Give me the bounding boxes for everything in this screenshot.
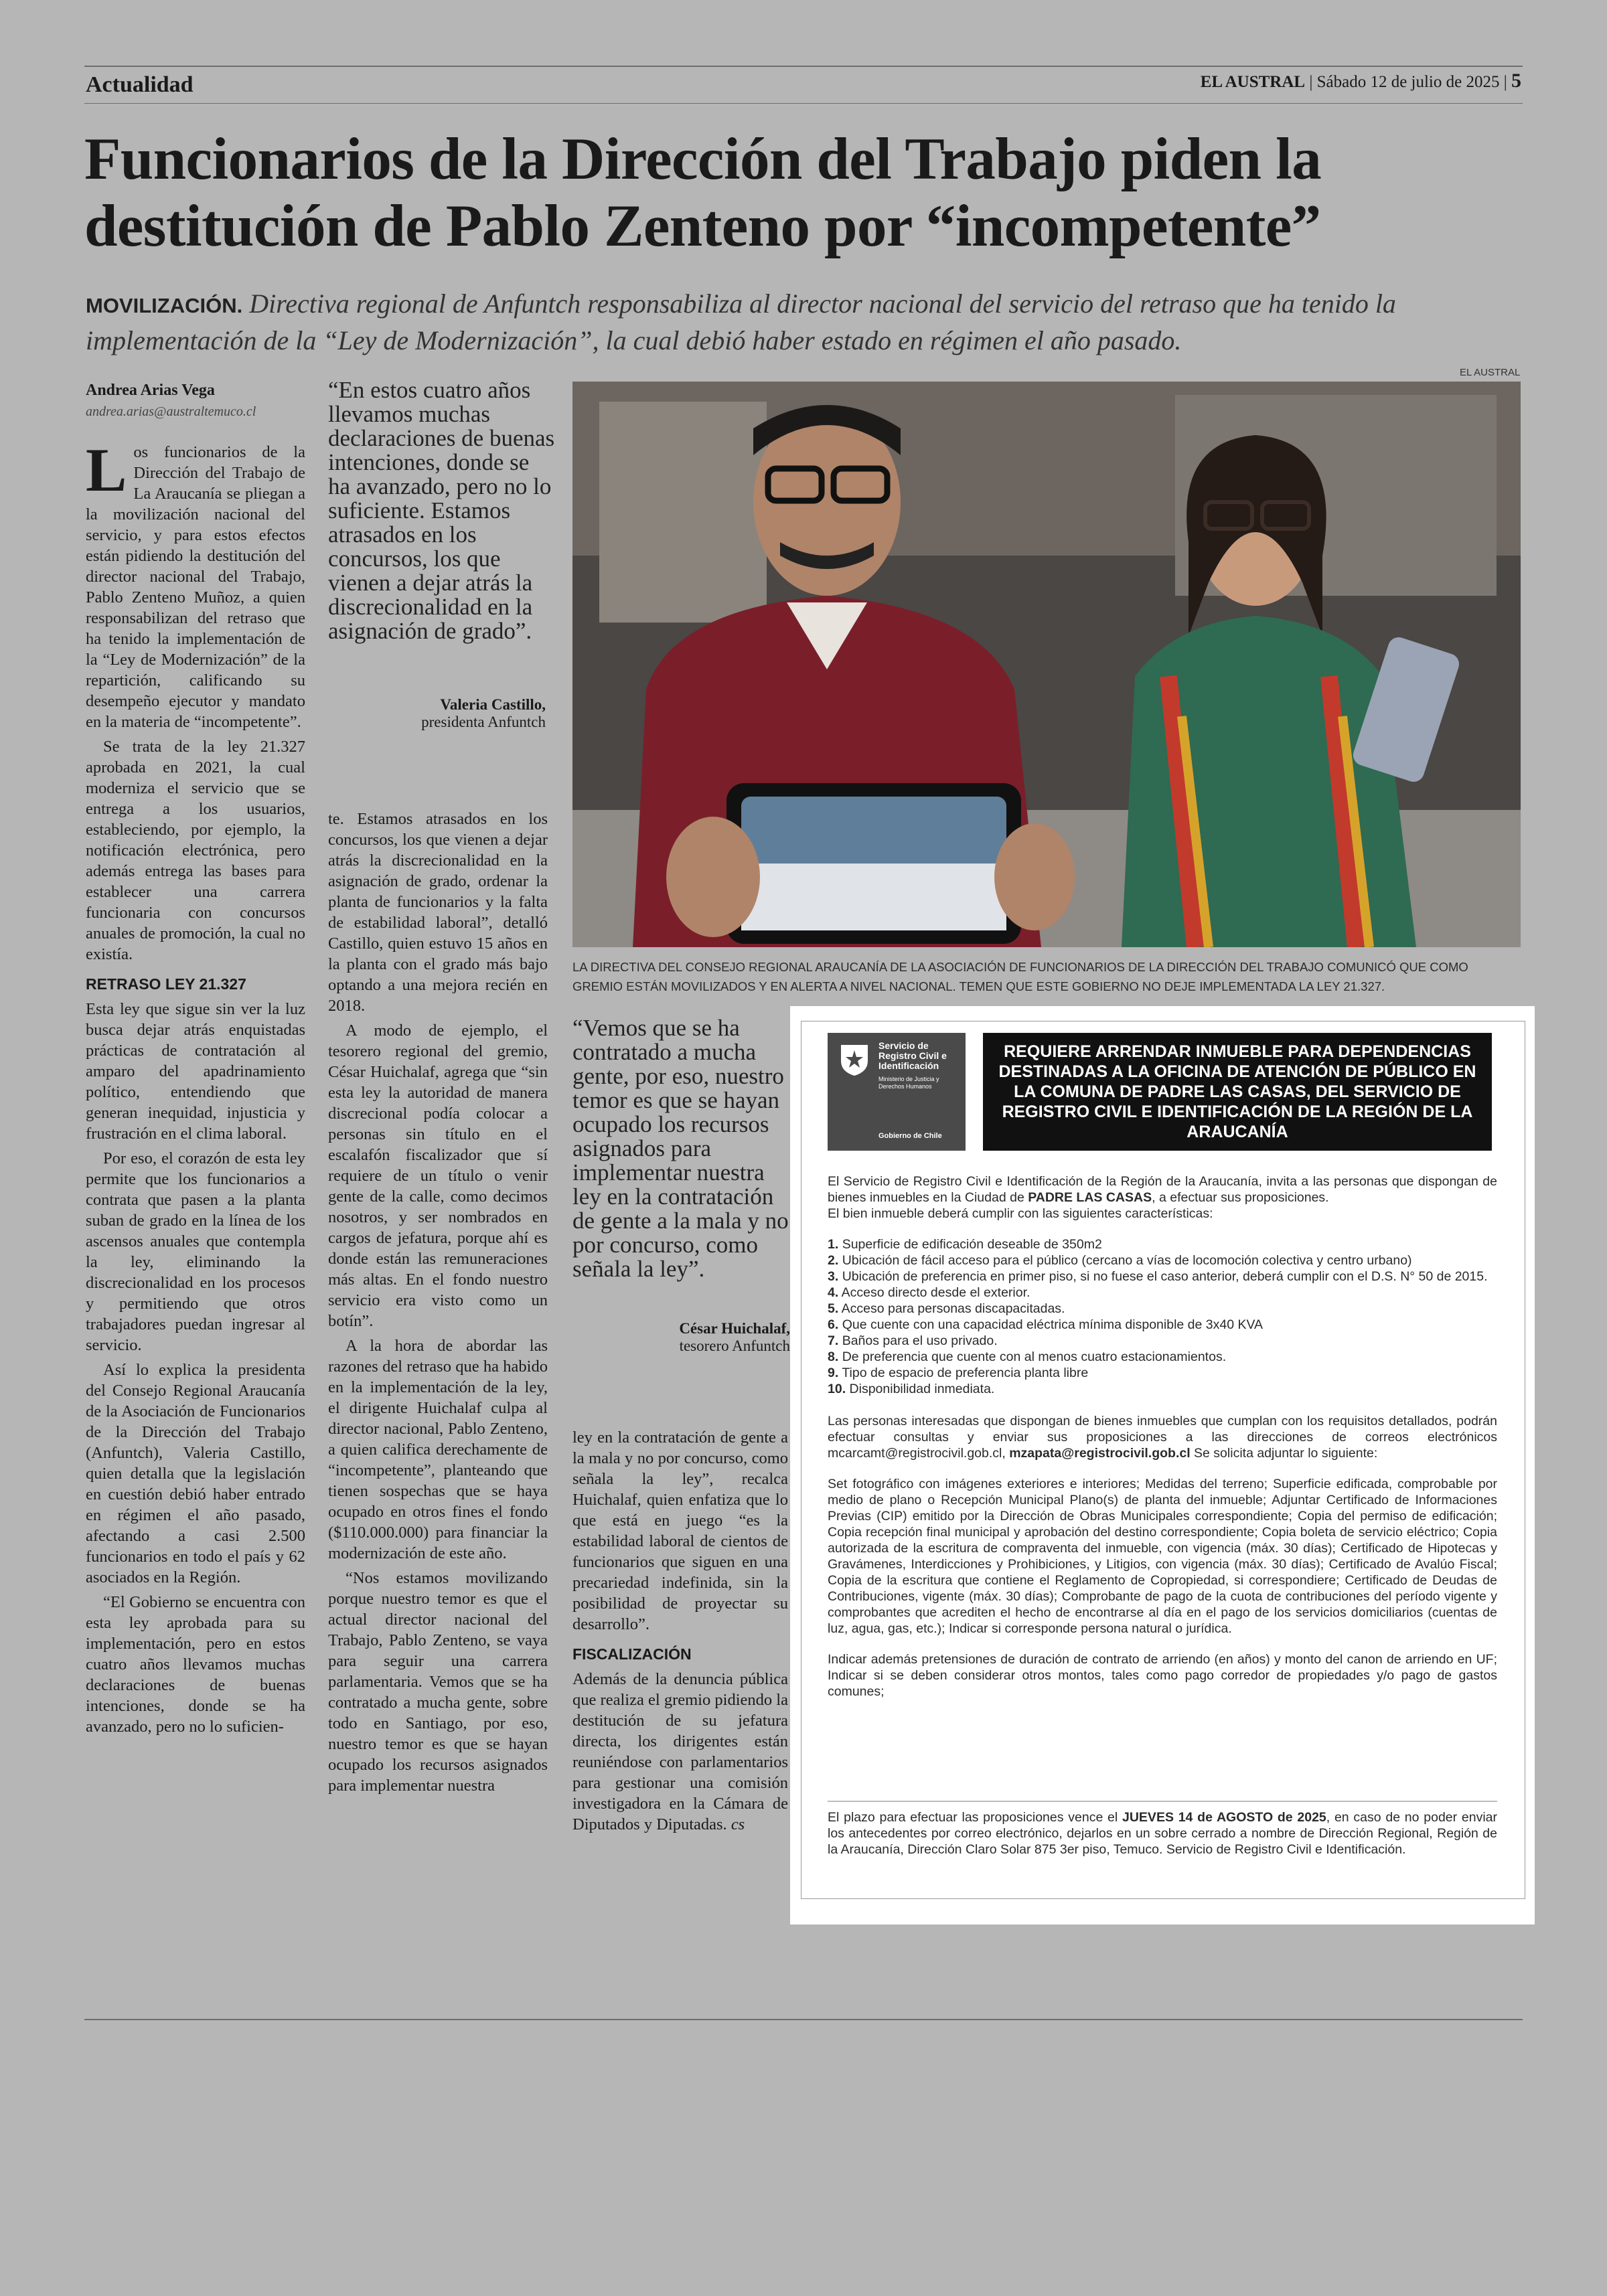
classified-ad xyxy=(790,1006,1535,1924)
bottom-rule xyxy=(84,2019,1523,2020)
requirement-item: 3. Ubicación de preferencia en primer piso, si no fuese el caso anterior, deberá cumplir con el D.S. N° 50 de 2015. xyxy=(828,1269,1488,1284)
top-rule xyxy=(84,66,1523,67)
body-paragraph: A la hora de abordar las razones del retraso que ha habido en la implementación de la ley, el dirigente Huichalaf culpa al director nacional, Pablo Zenteno, a quien califica derechamente de “incompetente”, planteando que tienen sospechas que se haya ocupado en otros fines el fondo ($110.000.000) para financiar la modernización de este año. xyxy=(328,1337,548,1562)
first-paragraph: Los funcionarios de la Dirección del Trabajo de La Araucanía se pliegan a la movilización nacional del servicio, y para estos efectos están pidiendo la destitución del director nacional del Trabajo, Pablo Zenteno Muñoz, a quien responsabilizan del retraso que ha tenido la implementación de la “Ley de Modernización” de la repartición, calificando su desempeño ejecutor y mandato en la materia de “incompetente”. xyxy=(86,436,305,731)
masthead: EL AUSTRAL | Sábado 12 de julio de 2025 | 5 xyxy=(1200,70,1521,92)
lead-keyword: MOVILIZACIÓN. xyxy=(86,294,243,317)
requirement-item: 7. Baños para el uso privado. xyxy=(828,1333,998,1348)
ad-body xyxy=(828,1173,1497,1714)
ministry-label: Ministerio de Justicia y Derechos Humanos xyxy=(878,1076,939,1090)
headline: Funcionarios de la Dirección del Trabajo piden la destitución de Pablo Zenteno por “incompetente” xyxy=(84,127,1322,259)
ad-divider xyxy=(828,1801,1497,1802)
ad-title: REQUIERE ARRENDAR INMUEBLE PARA DEPENDENCIAS DESTINADAS A LA OFICINA DE ATENCIÓN DE PÚBLICO EN LA COMUNA DE PADRE LAS CASAS, DEL SERVICIO DE REGISTRO CIVIL E IDENTIFICACIÓN DE LA REGIÓN DE LA ARAUCANÍA xyxy=(983,1033,1492,1151)
body-paragraph: “Nos estamos movilizando porque nuestro temor es que el actual director nacional del Trabajo, Pablo Zenteno, se vaya para seguir una carrera parlamentaria. Vemos que se ha contratado a mucha gente, sobre todo en Santiago, por eso, nuestro temor es que se hayan ocupado los recursos asignados para implementar nuestra xyxy=(328,1569,548,1795)
author-name: Andrea Arias Vega xyxy=(86,382,215,399)
registro-civil-logo: Servicio de Registro Civil e Identificación Ministerio de Justicia y Derechos Humanos Gobierno de Chile xyxy=(828,1033,966,1151)
body-paragraph: A modo de ejemplo, el tesorero regional del gremio, César Huichalaf, agrega que “sin esta ley la autoridad de manera discrecional podía colocar a personas sin título en el escalafón fiscalizador que sí requiere de un título o venir gente de la calle, como decimos nosotros, y ser nombrados en cargos de jefatura, porque ahí es donde están las remuneraciones más altas. En el fondo nuestro servicio era visto como un botín”. xyxy=(328,1021,548,1330)
section-label: Actualidad xyxy=(86,72,194,97)
end-mark: cs xyxy=(731,1815,745,1833)
gov-label: Gobierno de Chile xyxy=(878,1132,942,1140)
ad-deadline: El plazo para efectuar las proposiciones vence el JUEVES 14 de AGOSTO de 2025, en caso de no poder enviar los antecedentes por correo electrónico, dejarlos en un sobre cerrado a nombre de Dirección Regional, Región de la Araucanía, Dirección Claro Solar 875 3er piso, Temuco. Servicio de Registro Civil e Identificación. xyxy=(828,1810,1498,1857)
body-paragraph: ley en la contratación de gente a la mala y no por concurso, como señala la ley”, recalca Huichalaf, quien enfatiza que lo que está en juego “es la estabilidad laboral de cientos de funcionarios que siguen en una precariedad indefinida, sin la posibilidad de proyectar su desarrollo”. xyxy=(572,1428,788,1633)
quote-name: Valeria Castillo, xyxy=(440,696,546,713)
quote-role: tesorero Anfuntch xyxy=(679,1337,790,1354)
photo-caption: LA DIRECTIVA DEL CONSEJO REGIONAL ARAUCANÍA DE LA ASOCIACIÓN DE FUNCIONARIOS DE LA DIRECCIÓN DEL TRABAJO COMUNICÓ QUE COMO GREMIO ESTÁN MOVILIZADOS Y EN ALERTA A NIVEL NACIONAL. TEMEN QUE ESTE GOBIERNO NO DEJE IMPLEMENTADA LA LEY 21.327. xyxy=(572,960,1468,993)
drop-cap: L xyxy=(86,436,127,504)
paper-name: EL AUSTRAL xyxy=(1200,73,1306,91)
pull-quote: “Vemos que se ha contratado a mucha gente, por eso, nuestro temor es que se hayan ocupado los recursos asignados para implementar nuestra ley en la contratación de gente a la mala y no por concurso, como señala la ley”. xyxy=(572,1015,789,1282)
page-number: 5 xyxy=(1511,70,1521,92)
photo-credit: EL AUSTRAL xyxy=(1460,367,1521,378)
photo-illustration xyxy=(572,382,1521,947)
requirements-list xyxy=(828,1236,1497,1397)
requirement-item: 1. Superficie de edificación deseable de 350m2 xyxy=(828,1237,1102,1252)
subhead: RETRASO LEY 21.327 xyxy=(86,975,246,993)
requirement-item: 2. Ubicación de fácil acceso para el público (cercano a vías de locomoción colectiva y centro urbano) xyxy=(828,1253,1412,1268)
header-rule xyxy=(84,103,1523,104)
ad-contact: Las personas interesadas que dispongan de bienes inmuebles que cumplan con los requisitos detallados, podrán efectuar consultas y enviar sus proposiciones a las direcciones de correos electrónicos mcarcamt@registrocivil.gob.cl, mzapata@registrocivil.gob.cl Se solicita adjuntar lo siguiente: xyxy=(828,1414,1497,1461)
quote-attribution xyxy=(572,1320,790,1355)
body-paragraph: te. Estamos atrasados en los concursos, los que vienen a dejar atrás la discrecionalidad en la asignación de grado, ordenar la planta de funcionarios y la falta de estabilidad laboral”, detalló Castillo, quien estuvo 15 años en la planta con el grado más bajo optando a una mejora recién en 2018. xyxy=(328,810,548,1015)
body-paragraph: Esta ley que sigue sin ver la luz busca dejar atrás enquistadas prácticas de contratación al amparo del apadrinamiento político, entendiendo que generan inequidad, injusticia y frustración en el clima laboral. xyxy=(86,1000,305,1143)
requirement-item: 9. Tipo de espacio de preferencia planta libre xyxy=(828,1366,1089,1380)
body-paragraph: Por eso, el corazón de esta ley permite que los funcionarios a contrata que pasen a la planta suban de grado en la línea de los ascensos anuales que contempla la ley, eliminando la discrecionalidad en los procesos y permitiendo que otros trabajadores puedan ingresar al servicio. xyxy=(86,1149,305,1354)
requirement-item: 5. Acceso para personas discapacitadas. xyxy=(828,1301,1065,1316)
article-column-3 xyxy=(572,1427,788,1839)
email-link[interactable]: mzapata@registrocivil.gob.cl xyxy=(1009,1446,1191,1461)
pull-quote: “En estos cuatro años llevamos muchas declaraciones de buenas intenciones, donde se ha avanzado, pero no lo suficiente. Estamos atrasados en los concursos, los que vienen a dejar atrás la discrecionalidad en la asignación de grado”. xyxy=(328,377,555,644)
ad-intro: El Servicio de Registro Civil e Identificación de la Región de la Araucanía, invita a las personas que dispongan de bienes inmuebles en la Ciudad de PADRE LAS CASAS, a efectuar sus proposiciones. El bien inmueble deberá cumplir con las siguientes características: xyxy=(828,1174,1497,1221)
body-paragraph: “El Gobierno se encuentra con esta ley aprobada para su implementación, pero en estos cuatro años llevamos muchas declaraciones de buenas intenciones, donde se ha avanzado, pero no lo suficien- xyxy=(86,1593,305,1736)
body-paragraph: Así lo explica la presidenta del Consejo Regional Araucanía de la Asociación de Funcionarios de la Dirección del Trabajo (Anfuntch), Valeria Castillo, quien detalla que la legislación en cuestión debió haber entrado en régimen el año pasado, afectando a casi 2.500 funcionarios en todo el país y 62 asociados en la Región. xyxy=(86,1361,305,1586)
lead xyxy=(86,286,1519,358)
requirement-item: 8. De preferencia que cuente con al menos cuatro estacionamientos. xyxy=(828,1349,1227,1364)
body-paragraph: Además de la denuncia pública que realiza el gremio pidiendo la destitución de su jefatura directa, los dirigentes están reuniéndose con parlamentarios para gestionar una comisión investigadora en la Cámara de Diputados y Diputadas. cs xyxy=(572,1670,788,1833)
article-column-1 xyxy=(86,436,305,1741)
author-email: andrea.arias@australtemuco.cl xyxy=(86,404,256,419)
email-link[interactable]: mcarcamt@registrocivil.gob.cl xyxy=(828,1446,1002,1461)
body-paragraph: Se trata de la ley 21.327 aprobada en 2021, la cual moderniza el servicio que se entrega a los usuarios, estableciendo, por ejemplo, la notificación electrónica, pero además entrega las bases para establecer una carrera funcionaria con concursos anuales de promoción, la cual no existía. xyxy=(86,738,305,963)
quote-attribution xyxy=(328,696,546,731)
article-column-2 xyxy=(328,809,548,1800)
article-photo xyxy=(572,382,1521,947)
requirement-item: 10. Disponibilidad inmediata. xyxy=(828,1382,995,1396)
coat-of-arms-icon xyxy=(837,1042,872,1077)
ad-attachments: Set fotográfico con imágenes exteriores e interiores; Medidas del terreno; Superficie edificada, comprobable por medio de plano o Recepción Municipal Plano(s) de planta del inmueble; Adjuntar Certificado de Informaciones Previas (CIP) emitido por la Dirección de Obras Municipales correspondiente; Copia del permiso de edificación; Copia recepción final municipal y aprobación del destino correspondiente; Copia boleta de servicio eléctrico; Copia autorizada de la escritura de compraventa del inmueble, con vigencia (máx. 30 días); Certificado de Hipotecas y Gravámenes, Interdicciones y Prohibiciones, y Litigios, con vigencia (máx. 30 días); Certificado de Avalúo Fiscal; Copia de la escritura que contiene el Reglamento de Copropiedad, si correspondiere; Certificado de Deudas de Contribuciones, vigente (máx. 30 días); Comprobante de pago de la cuota de contribuciones del período vigente y comprobantes que acrediten el hecho de encontrarse al día en el pago de los servicios domiciliarios (cuentas de luz, agua, gas, etc.); Indicar si corresponde persona natural o jurídica. xyxy=(828,1477,1497,1636)
lead-text: Directiva regional de Anfuntch responsabiliza al director nacional del servicio del retraso que ha tenido la implementación de la “Ley de Modernización”, la cual debió haber estado en régimen el año pasado. xyxy=(86,289,1396,355)
requirement-item: 4. Acceso directo desde el exterior. xyxy=(828,1285,1030,1300)
ad-terms: Indicar además pretensiones de duración de contrato de arriendo (en años) y monto del canon de arriendo en UF; Indicar si se deben considerar otros montos, tales como pago corredor de propiedades y/o pago de gastos comunes; xyxy=(828,1652,1497,1699)
requirement-item: 6. Que cuente con una capacidad eléctrica mínima disponible de 3x40 KVA xyxy=(828,1317,1264,1332)
quote-name: César Huichalaf, xyxy=(679,1320,790,1337)
issue-date: Sábado 12 de julio de 2025 xyxy=(1316,73,1500,91)
subhead: FISCALIZACIÓN xyxy=(572,1645,692,1663)
quote-role: presidenta Anfuntch xyxy=(421,714,546,730)
